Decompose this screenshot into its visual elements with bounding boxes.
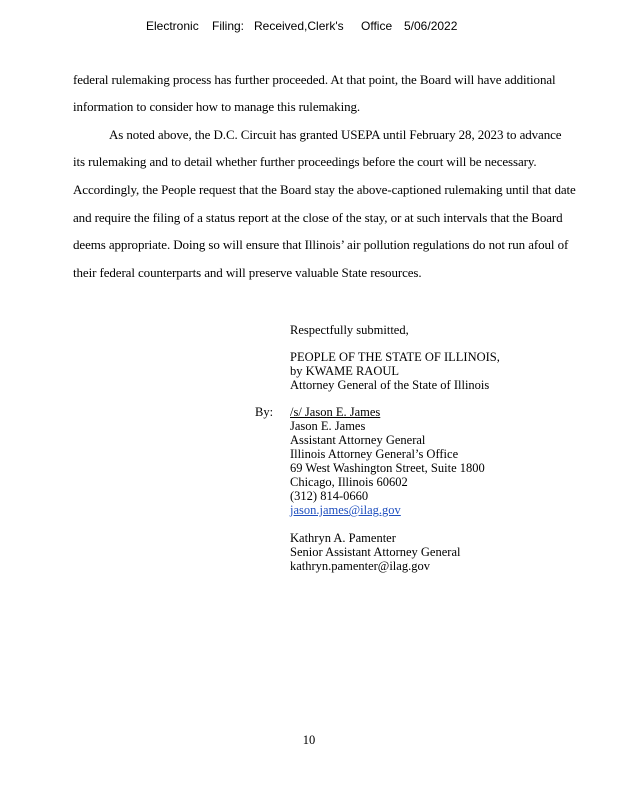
office-street: 69 West Washington Street, Suite 1800: [290, 461, 485, 475]
second-signer-email: kathryn.pamenter@ilag.gov: [290, 559, 430, 573]
header-received: Received,Clerk's: [254, 19, 344, 33]
office-city: Chicago, Illinois 60602: [290, 475, 408, 489]
party-line-1: PEOPLE OF THE STATE OF ILLINOIS,: [290, 350, 500, 364]
header-electronic: Electronic: [146, 19, 199, 33]
signer-office: Illinois Attorney General’s Office: [290, 447, 459, 461]
closing: Respectfully submitted,: [290, 323, 409, 337]
body-line: and require the filing of a status report at the close of the stay, or at such intervals that the Board: [73, 210, 563, 225]
header-date: 5/06/2022: [404, 19, 458, 33]
signer-title: Assistant Attorney General: [290, 433, 426, 447]
body-line: deems appropriate. Doing so will ensure that Illinois’ air pollution regulations do not run afoul of: [73, 237, 569, 252]
body-line: federal rulemaking process has further proceeded. At that point, the Board will have additional: [73, 72, 556, 87]
body-line: its rulemaking and to detail whether further proceedings before the court will be necessary.: [73, 154, 537, 169]
header-filing: Filing:: [212, 19, 245, 33]
second-signer-name: Kathryn A. Pamenter: [290, 531, 396, 545]
office-phone: (312) 814-0660: [290, 489, 369, 503]
body-line: Accordingly, the People request that the Board stay the above-captioned rulemaking until that date: [73, 182, 576, 197]
body-line: their federal counterparts and will preserve valuable State resources.: [73, 265, 422, 280]
by-label: By:: [255, 405, 274, 419]
second-signer-title: Senior Assistant Attorney General: [290, 545, 461, 559]
header-office: Office: [361, 19, 393, 33]
party-line-2: by KWAME RAOUL: [290, 364, 400, 378]
electronic-signature: /s/ Jason E. James: [290, 405, 381, 419]
page-number: 10: [302, 733, 316, 747]
signer-name: Jason E. James: [290, 419, 366, 433]
body-line: As noted above, the D.C. Circuit has granted USEPA until February 28, 2023 to advance: [109, 127, 562, 142]
body-line: information to consider how to manage this rulemaking.: [73, 99, 361, 114]
party-line-3: Attorney General of the State of Illinois: [290, 378, 490, 392]
email-link[interactable]: jason.james@ilag.gov: [290, 503, 401, 517]
